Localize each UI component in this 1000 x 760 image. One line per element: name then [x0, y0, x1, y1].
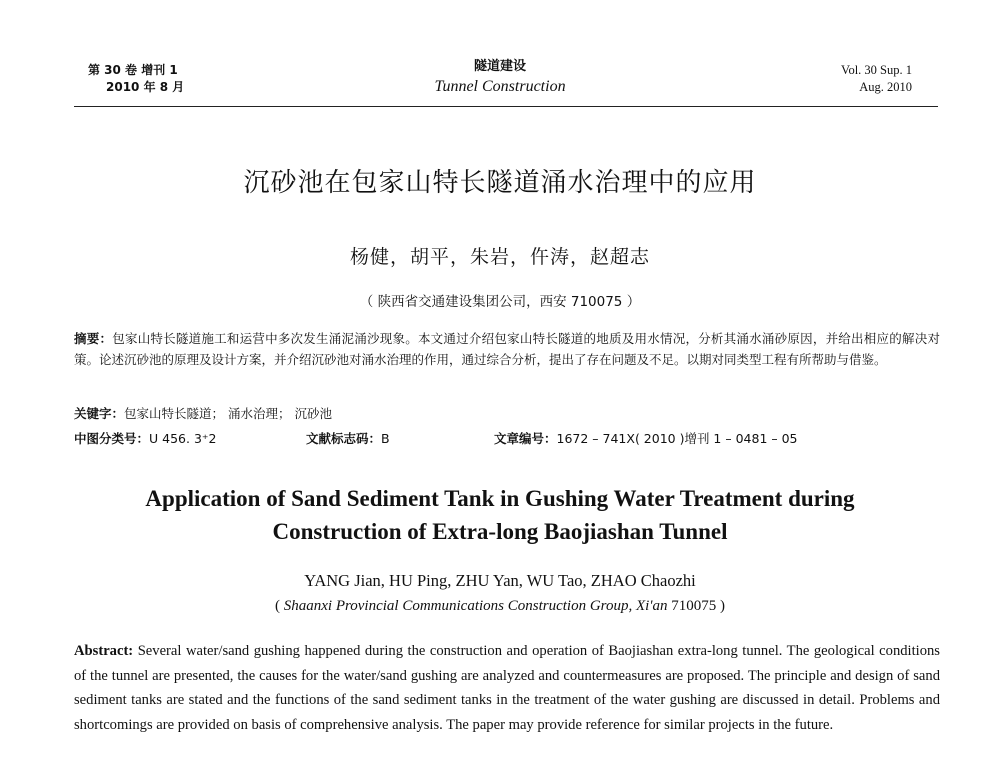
header-volume: 第 30 卷 增刊 1 [88, 63, 178, 77]
journal-name-cn: 隧道建设 [473, 59, 526, 74]
header-date: 2010 年 8 月 [106, 80, 185, 94]
keywords-cn-text: 包家山特长隧道； 涌水治理； 沉砂池 [124, 406, 332, 421]
clc-number [74, 429, 216, 447]
art-value: 1672 – 741X( 2010 )增刊 1 – 0481 – 05 [556, 431, 798, 446]
abstract-en [74, 639, 940, 737]
abstract-cn [74, 328, 940, 370]
paper-title-en-line1: Application of Sand Sediment Tank in Gushing Water Treatment during [145, 486, 855, 511]
header-journal [380, 58, 620, 98]
header-volume-en: Vol. 30 Sup. 1 [841, 63, 912, 77]
clc-label: 中图分类号： [74, 431, 150, 446]
document-code [306, 429, 390, 447]
paper-title-en-line2: Construction of Extra-long Baojiashan Tunnel [272, 519, 728, 544]
clc-value: U 456. 3⁺2 [149, 431, 217, 446]
affiliation-en-org: Shaanxi Provincial Communications Construction Group, Xi'an [283, 598, 668, 614]
abstract-cn-label: 摘要： [74, 331, 113, 346]
paper-title-cn: 沉砂池在包家山特长隧道涌水治理中的应用 [243, 168, 757, 198]
journal-name-en: Tunnel Construction [434, 78, 566, 95]
header-date-en: Aug. 2010 [859, 80, 912, 94]
affiliation-en-code: 710075 ) [667, 598, 725, 614]
authors-en: YANG Jian, HU Ping, ZHU Yan, WU Tao, ZHAO Chaozhi [304, 571, 696, 590]
keywords-cn [74, 404, 332, 422]
authors-cn: 杨健，胡平，朱岩，仵涛，赵超志 [349, 246, 650, 268]
abstract-cn-text: 包家山特长隧道施工和运营中多次发生涌泥涌沙现象。本文通过介绍包家山特长隧道的地质及用水情况，分析其涌水涌砂原因，并给出相应的解决对策。论述沉砂池的原理及设计方案，并介绍沉砂池对涌水治理的作用，通过综合分析，提出了存在问题及不足。以期对同类型工程有所帮助与借鉴。 [74, 331, 940, 367]
doc-value: B [381, 431, 390, 446]
header-volume-info-en [841, 62, 912, 96]
abstract-en-text: Several water/sand gushing happened during the construction and operation of Baojiashan extra-long tunnel. The geological conditions of the tunnel are presented, the causes for the water/sand gushing are analyzed and countermeasures are proposed. The principle and design of sand sediment tanks are stated and the functions of the sand sediment tanks in the treatment of the water gushing are discussed in detail. Problems and shortcomings are provided on basis of comprehensive analysis. The paper may provide reference for similar projects in the future. [74, 643, 940, 733]
header-volume-info [88, 62, 184, 96]
classification-row [74, 429, 940, 449]
abstract-en-label: Abstract: [74, 643, 134, 659]
affiliation-en-open: ( [275, 598, 284, 614]
affiliation-en [0, 598, 1000, 615]
paper-title-en [60, 482, 940, 548]
affiliation-cn: （ 陕西省交通建设集团公司，西安 710075 ） [359, 294, 641, 310]
doc-label: 文献标志码： [306, 431, 382, 446]
header-rule [74, 106, 938, 107]
article-number [494, 429, 798, 447]
keywords-cn-label: 关键字： [74, 406, 125, 421]
art-label: 文章编号： [494, 431, 557, 446]
